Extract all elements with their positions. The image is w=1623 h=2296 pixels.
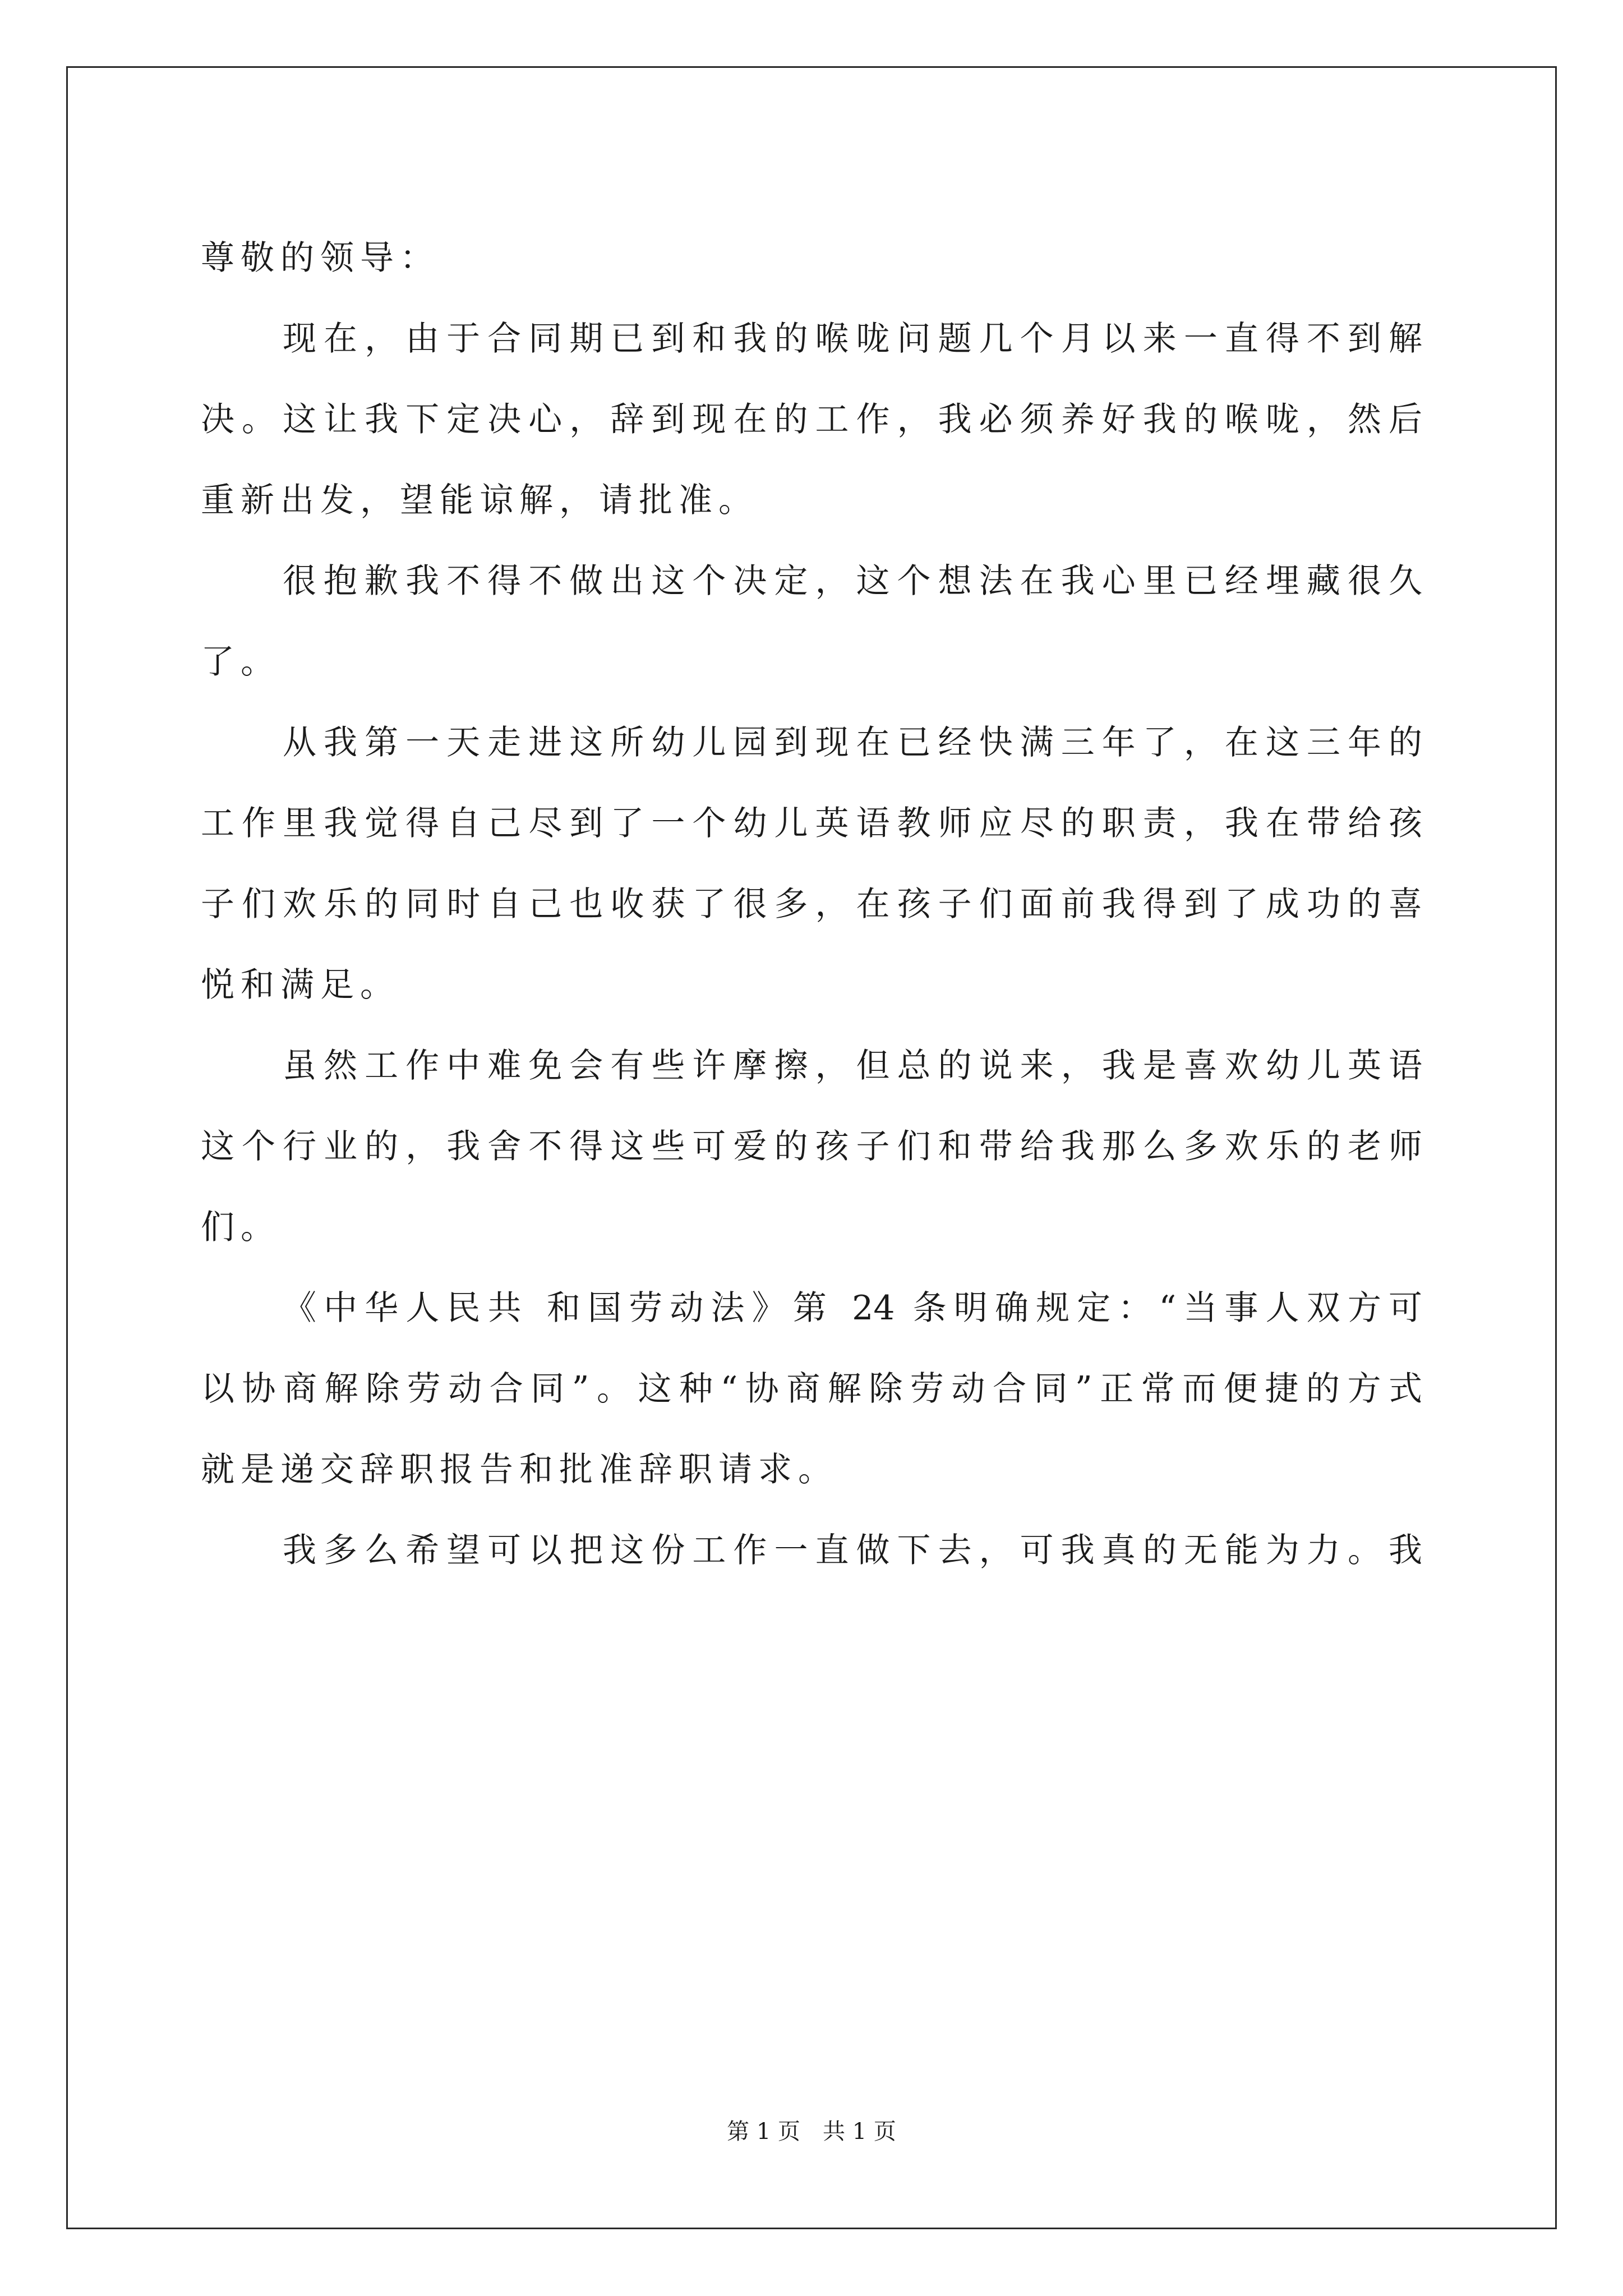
text-line: 现在，由于合同期已到和我的喉咙问题几个月以来一直得不到解: [283, 319, 1422, 358]
text-line: 很抱歉我不得不做出这个决定，这个想法在我心里已经埋藏很久: [283, 562, 1422, 601]
text-line: 重新出发，望能谅解，请批准。: [201, 481, 758, 520]
text-line: 了。: [201, 642, 280, 682]
text-line: 们。: [201, 1208, 280, 1247]
text-line: 工作里我觉得自己尽到了一个幼儿英语教师应尽的职责，我在带给孩: [201, 804, 1422, 843]
text-line: 《中华人民共 和国劳动法》第 24 条明确规定：“当事人双方可: [283, 1289, 1422, 1328]
page-footer: 第 1 页 共 1 页: [727, 2119, 896, 2145]
text-line: 我多么希望可以把这份工作一直做下去，可我真的无能为力。我: [283, 1531, 1422, 1570]
text-line: 从我第一天走进这所幼儿园到现在已经快满三年了，在这三年的: [283, 723, 1422, 762]
text-line: 以协商解除劳动合同”。这种“协商解除劳动合同”正常而便捷的方式: [201, 1369, 1422, 1409]
text-line: 虽然工作中难免会有些许摩擦，但总的说来，我是喜欢幼儿英语: [283, 1046, 1422, 1085]
salutation-line: 尊敬的领导：: [201, 238, 440, 278]
text-line: 这个行业的，我舍不得这些可爱的孩子们和带给我那么多欢乐的老师: [201, 1127, 1422, 1166]
text-line: 就是递交辞职报告和批准辞职请求。: [201, 1450, 838, 1489]
text-line: 决。这让我下定决心，辞到现在的工作，我必须养好我的喉咙，然后: [201, 400, 1422, 439]
document-body: [201, 218, 1422, 1591]
text-line: 子们欢乐的同时自己也收获了很多，在孩子们面前我得到了成功的喜: [201, 885, 1422, 924]
text-line: 悦和满足。: [201, 965, 400, 1005]
